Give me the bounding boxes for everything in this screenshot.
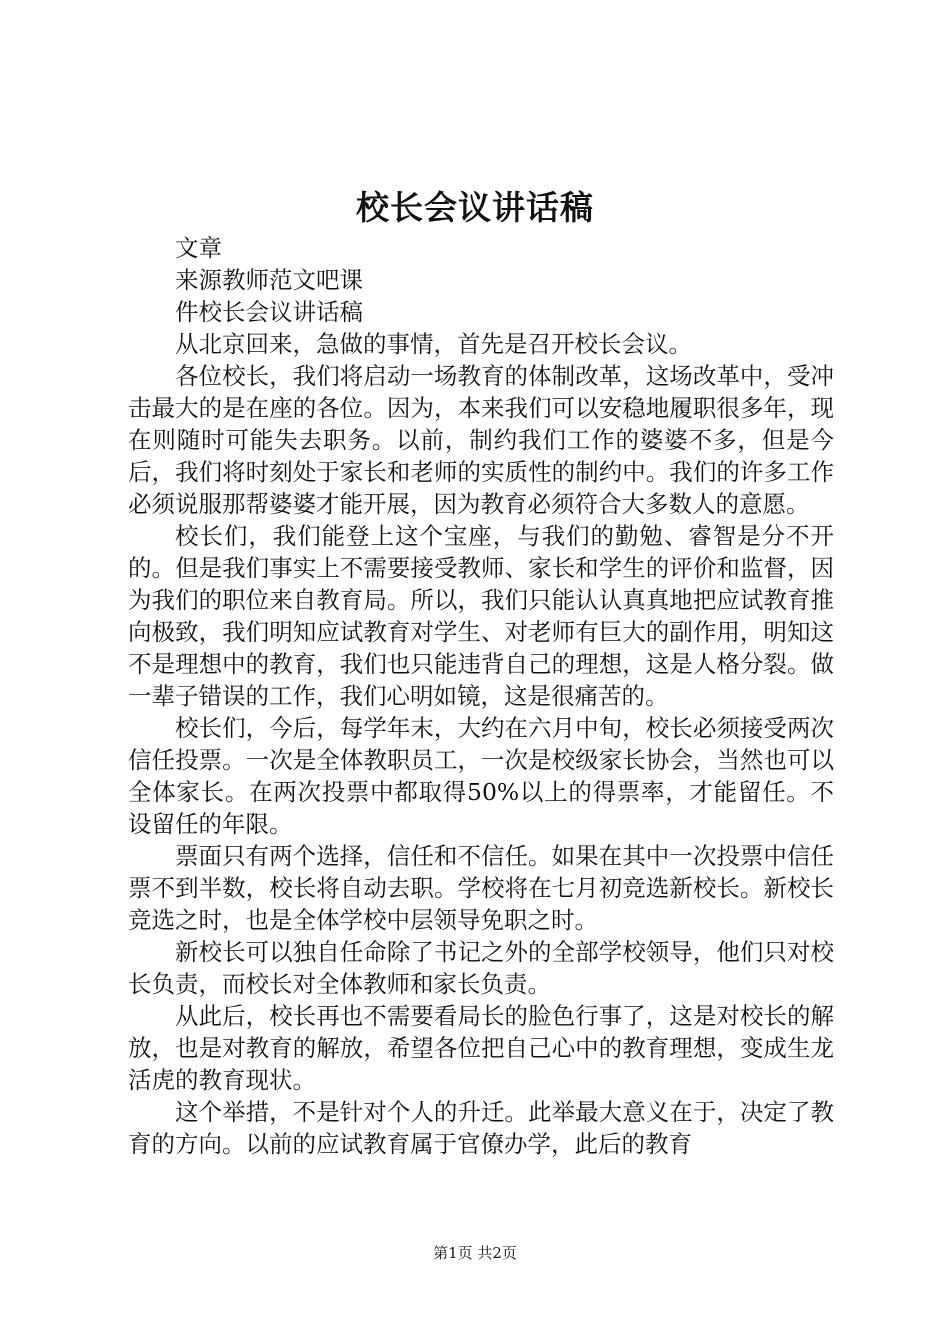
paragraph: 从北京回来，急做的事情，首先是召开校长会议。 bbox=[175, 330, 692, 358]
page-footer: 第1页 共2页 bbox=[433, 1244, 517, 1262]
paragraph: 件校长会议讲话稿 bbox=[175, 298, 363, 326]
paragraph: 来源教师范文吧课 bbox=[175, 266, 363, 294]
paragraph: 校长们，我们能登上这个宝座，与我们的勤勉、睿智是分不开的。但是我们事实上不需要接受教师、家长和学生的评价和监督，因为我们的职位来自教育局。所以，我们只能认认真真地把应试教育推向极致，我们明知应试教育对学生、对老师有巨大的副作用，明知这不是理想中的教育，我们也只能违背自己的理想，这是人格分裂。做一辈子错误的工作，我们心明如镜，这是很痛苦的。 bbox=[128, 522, 834, 710]
paragraph: 这个举措，不是针对个人的升迁。此举最大意义在于，决定了教育的方向。以前的应试教育属于官僚办学，此后的教育 bbox=[128, 1098, 834, 1158]
paragraph: 各位校长，我们将启动一场教育的体制改革，这场改革中，受冲击最大的是在座的各位。因为，本来我们可以安稳地履职很多年，现在则随时可能失去职务。以前，制约我们工作的婆婆不多，但是今后，我们将时刻处于家长和老师的实质性的制约中。我们的许多工作必须说服那帮婆婆才能开展，因为教育必须符合大多数人的意愿。 bbox=[128, 362, 834, 518]
document-title: 校长会议讲话稿 bbox=[356, 188, 594, 227]
paragraph: 新校长可以独自任命除了书记之外的全部学校领导，他们只对校长负责，而校长对全体教师和家长负责。 bbox=[128, 938, 834, 998]
paragraph: 校长们，今后，每学年末，大约在六月中旬，校长必须接受两次信任投票。一次是全体教职员工，一次是校级家长协会，当然也可以全体家长。在两次投票中都取得50%以上的得票率，才能留任。不设留任的年限。 bbox=[128, 714, 834, 838]
paragraph: 票面只有两个选择，信任和不信任。如果在其中一次投票中信任票不到半数，校长将自动去职。学校将在七月初竞选新校长。新校长竞选之时，也是全体学校中层领导免职之时。 bbox=[128, 842, 834, 934]
paragraph: 从此后，校长再也不需要看局长的脸色行事了，这是对校长的解放，也是对教育的解放，希望各位把自己心中的教育理想，变成生龙活虎的教育现状。 bbox=[128, 1002, 834, 1094]
document-body bbox=[128, 232, 834, 1160]
paragraph: 文章 bbox=[175, 234, 222, 262]
